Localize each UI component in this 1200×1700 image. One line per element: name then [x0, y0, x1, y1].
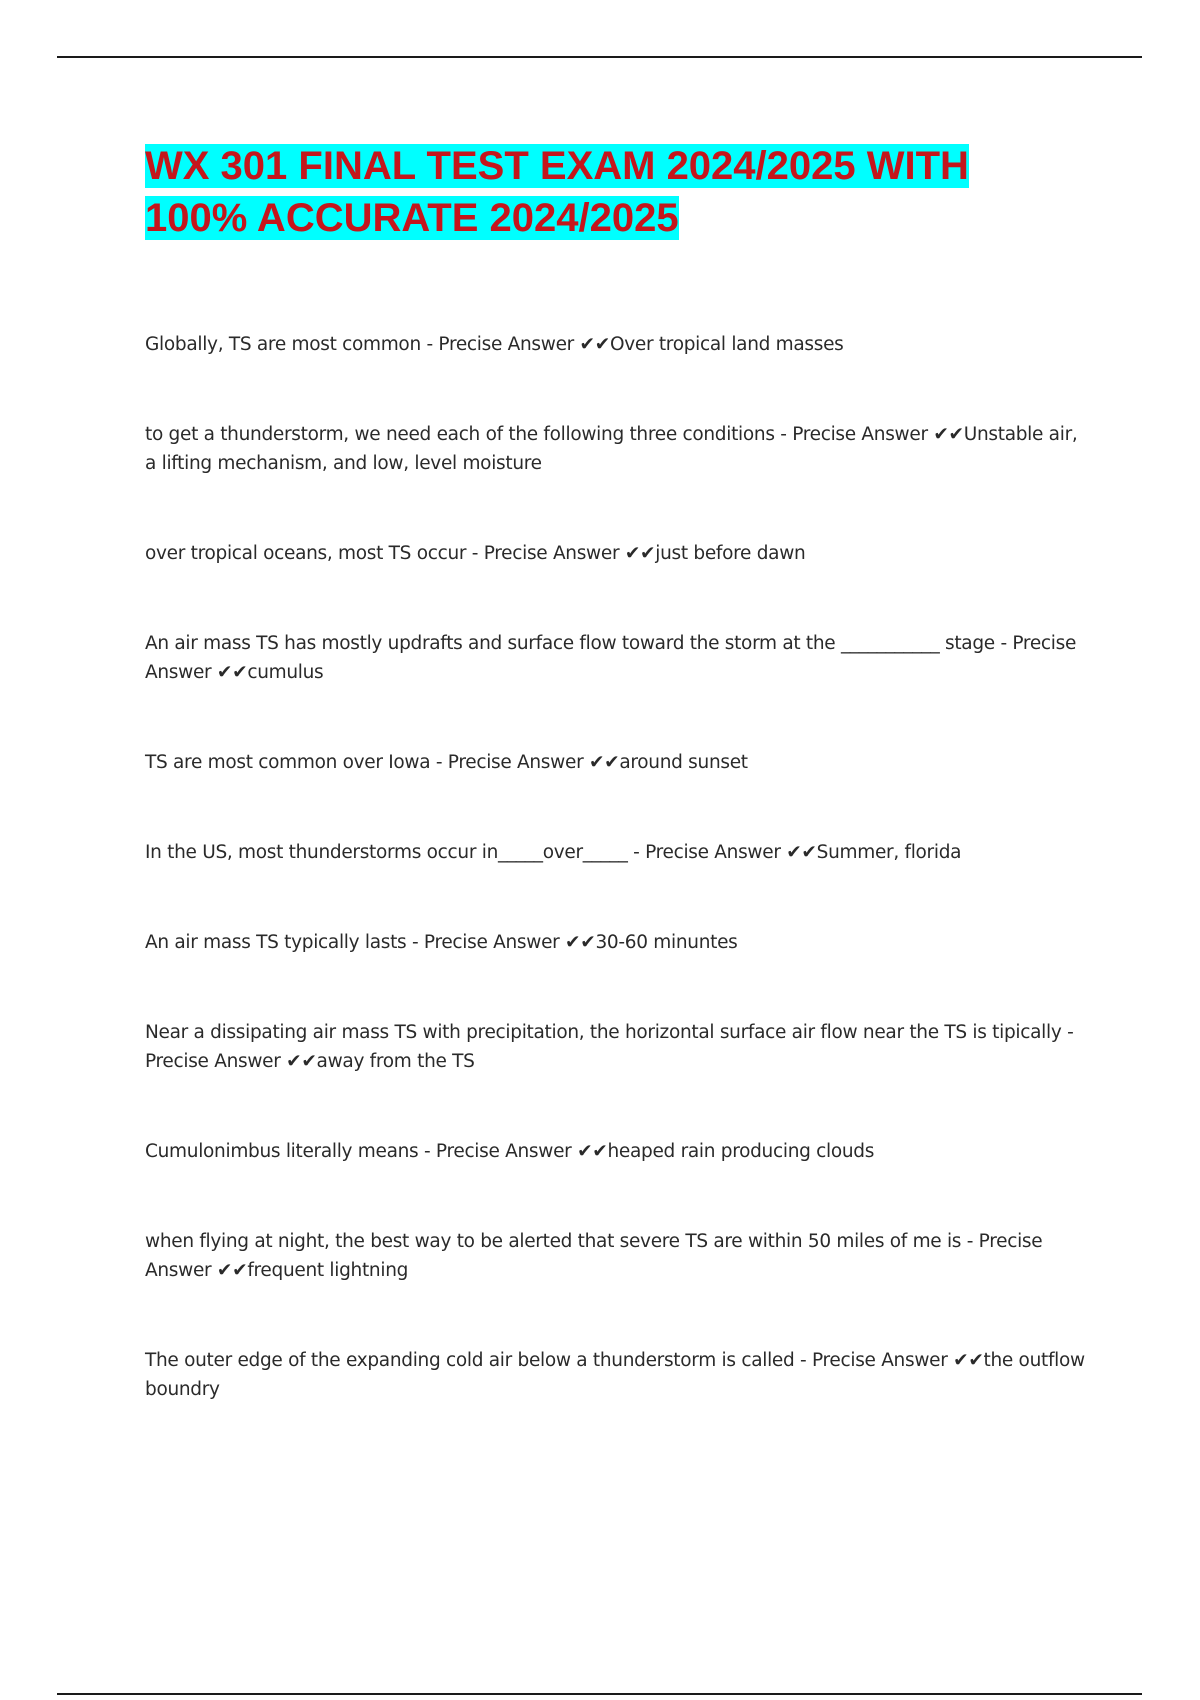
qa-item: over tropical oceans, most TS occur - Precise Answer ✔✔just before dawn — [145, 543, 806, 564]
title-line-2: 100% ACCURATE 2024/2025 — [145, 196, 679, 240]
qa-item: Cumulonimbus literally means - Precise Answer ✔✔heaped rain producing clouds — [145, 1141, 875, 1162]
qa-item: An air mass TS typically lasts - Precise Answer ✔✔30-60 minuntes — [145, 932, 738, 953]
qa-item: to get a thunderstorm, we need each of the following three conditions - Precise Answer ✔✔Unstable air, a lifting mechanism, and low, level moisture — [145, 424, 1078, 474]
title-line-1: WX 301 FINAL TEST EXAM 2024/2025 WITH — [145, 144, 969, 188]
qa-item: The outer edge of the expanding cold air below a thunderstorm is called - Precise Answer ✔✔the outflow boundry — [145, 1350, 1085, 1400]
qa-item: Globally, TS are most common - Precise Answer ✔✔Over tropical land masses — [145, 334, 844, 355]
qa-item: An air mass TS has mostly updrafts and surface flow toward the storm at the ___________ stage - Precise Answer ✔✔cumulus — [145, 633, 1077, 683]
bottom-rule — [57, 1693, 1142, 1695]
document-header — [145, 140, 1085, 244]
qa-item: when flying at night, the best way to be alerted that severe TS are within 50 miles of me is - Precise Answer ✔✔frequent lightning — [145, 1231, 1043, 1281]
top-rule — [57, 56, 1142, 58]
qa-item: TS are most common over Iowa - Precise Answer ✔✔around sunset — [145, 752, 748, 773]
qa-item: Near a dissipating air mass TS with precipitation, the horizontal surface air flow near the TS is tipically - Precise Answer ✔✔away from the TS — [145, 1022, 1074, 1072]
qa-item: In the US, most thunderstorms occur in_____over_____ - Precise Answer ✔✔Summer, florida — [145, 842, 962, 863]
qa-list — [145, 330, 1090, 1465]
document-title — [145, 140, 1085, 244]
